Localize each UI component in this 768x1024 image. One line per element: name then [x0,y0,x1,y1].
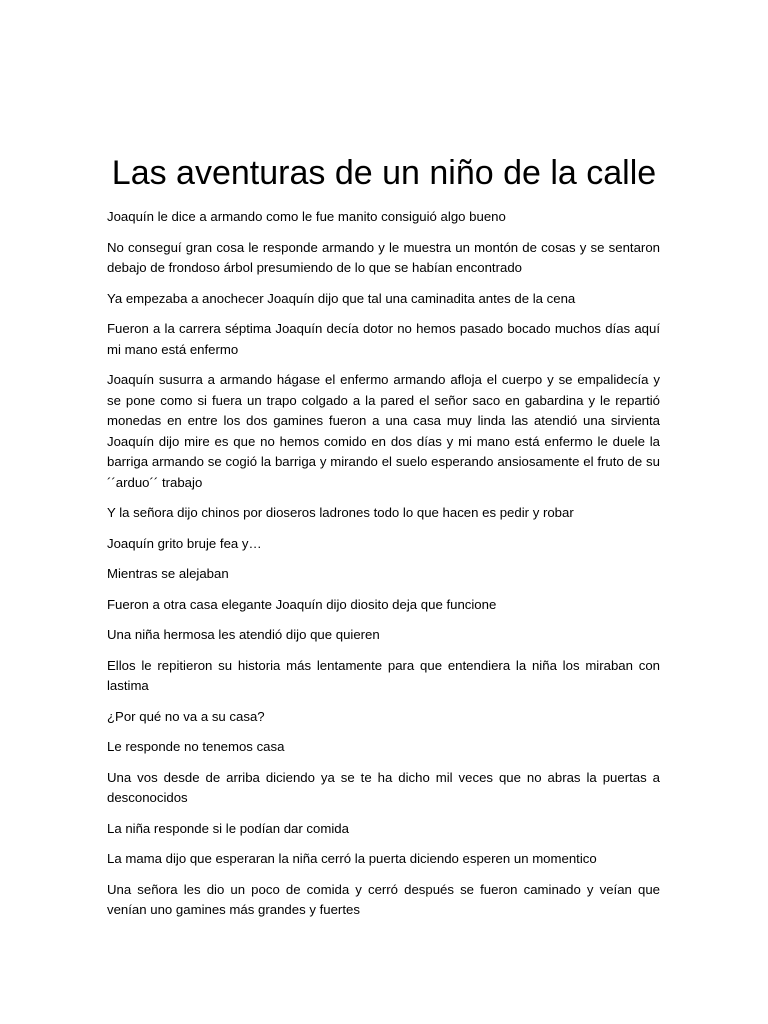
paragraph: Una niña hermosa les atendió dijo que quieren [107,627,380,642]
paragraph: Ya empezaba a anochecer Joaquín dijo que tal una caminadita antes de la cena [107,290,576,306]
paragraph: Y la señora dijo chinos por dioseros ladrones todo lo que hacen es pedir y robar [107,505,574,520]
paragraph: La niña responde si le podían dar comida [107,820,349,836]
paragraph: Ellos le repitieron su historia más lentamente para que entendiera la niña los miraban con lastima [107,657,660,693]
paragraph: Mientras se alejaban [107,566,229,581]
paragraph: La mama dijo que esperaran la niña cerró la puerta diciendo esperen un momentico [107,851,597,866]
document-body [107,207,660,931]
paragraph: Le responde no tenemos casa [107,739,285,754]
paragraph: Joaquín grito bruje fea y… [107,535,262,551]
paragraph: ¿Por qué no va a su casa? [107,708,265,724]
paragraph: Joaquín le dice a armando como le fue manito consiguió algo bueno [107,209,506,224]
paragraph: No conseguí gran cosa le responde armando y le muestra un montón de cosas y se sentaron debajo de frondoso árbol presumiendo de lo que se habían encontrado [107,239,660,275]
paragraph: Fueron a otra casa elegante Joaquín dijo diosito deja que funcione [107,596,497,612]
paragraph: Fueron a la carrera séptima Joaquín decía dotor no hemos pasado bocado muchos días aquí mi mano está enfermo [107,321,660,357]
document-title: Las aventuras de un niño de la calle [111,154,657,192]
paragraph: Joaquín susurra a armando hágase el enfermo armando afloja el cuerpo y se empalidecía y se pone como si fuera un trapo colgado a la pared el señor saco en gabardina y le repartió monedas en entre los dos gamines fueron a una casa muy linda las atendió una sirvienta Joaquín dijo mire es que no hemos comido en dos días y mi mano está enfermo le duele la barriga armando se cogió la barriga y mirando el suelo esperando ansiosamente el fruto de su ´´arduo´´ trabajo [107,372,660,490]
paragraph: Una vos desde de arriba diciendo ya se te ha dicho mil veces que no abras la puertas a desconocidos [107,769,660,805]
paragraph: Una señora les dio un poco de comida y cerró después se fueron caminado y veían que venían uno gamines más grandes y fuertes [107,881,660,917]
